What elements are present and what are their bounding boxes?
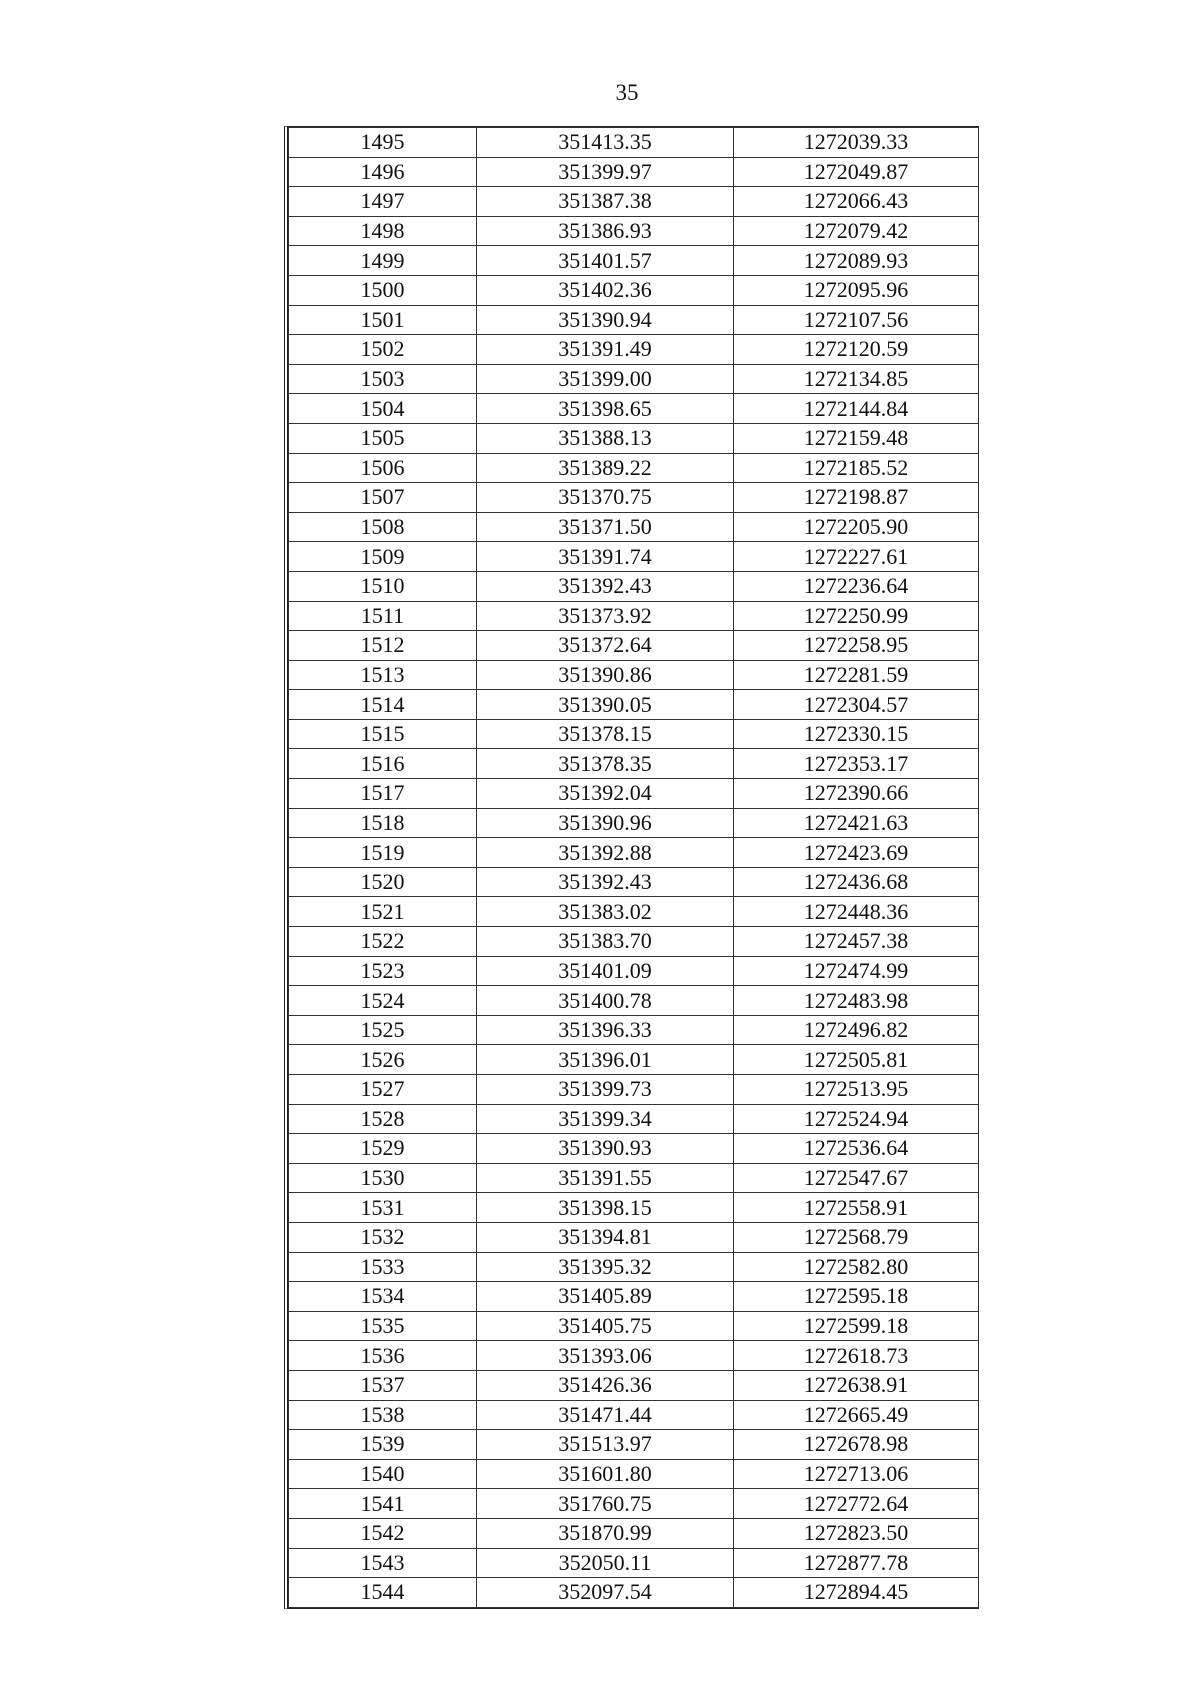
point-number-cell: 1542 bbox=[289, 1518, 477, 1548]
point-number-cell: 1495 bbox=[289, 128, 477, 158]
x-coordinate-cell: 351392.43 bbox=[477, 867, 734, 897]
y-coordinate-cell: 1272330.15 bbox=[734, 719, 979, 749]
y-coordinate-cell: 1272568.79 bbox=[734, 1222, 979, 1252]
x-coordinate-cell: 351392.88 bbox=[477, 838, 734, 868]
y-coordinate-cell: 1272536.64 bbox=[734, 1134, 979, 1164]
table-row bbox=[289, 779, 979, 809]
y-coordinate-cell: 1272496.82 bbox=[734, 1015, 979, 1045]
x-coordinate-cell: 351399.00 bbox=[477, 364, 734, 394]
table-row bbox=[289, 838, 979, 868]
x-coordinate-cell: 351389.22 bbox=[477, 453, 734, 483]
table-row bbox=[289, 1045, 979, 1075]
y-coordinate-cell: 1272423.69 bbox=[734, 838, 979, 868]
y-coordinate-cell: 1272483.98 bbox=[734, 986, 979, 1016]
table-row bbox=[289, 1459, 979, 1489]
y-coordinate-cell: 1272474.99 bbox=[734, 956, 979, 986]
x-coordinate-cell: 351401.57 bbox=[477, 246, 734, 276]
table-row bbox=[289, 808, 979, 838]
x-coordinate-cell: 351378.35 bbox=[477, 749, 734, 779]
x-coordinate-cell: 351378.15 bbox=[477, 719, 734, 749]
table-row bbox=[289, 1341, 979, 1371]
point-number-cell: 1501 bbox=[289, 305, 477, 335]
x-coordinate-cell: 351393.06 bbox=[477, 1341, 734, 1371]
y-coordinate-cell: 1272095.96 bbox=[734, 275, 979, 305]
table-row bbox=[289, 867, 979, 897]
y-coordinate-cell: 1272436.68 bbox=[734, 867, 979, 897]
page-number: 35 bbox=[615, 80, 639, 105]
point-number-cell: 1510 bbox=[289, 571, 477, 601]
point-number-cell: 1523 bbox=[289, 956, 477, 986]
x-coordinate-cell: 351399.34 bbox=[477, 1104, 734, 1134]
x-coordinate-cell: 351399.73 bbox=[477, 1075, 734, 1105]
point-number-cell: 1505 bbox=[289, 423, 477, 453]
x-coordinate-cell: 351386.93 bbox=[477, 216, 734, 246]
table-row bbox=[289, 631, 979, 661]
table-row bbox=[289, 601, 979, 631]
y-coordinate-cell: 1272595.18 bbox=[734, 1282, 979, 1312]
point-number-cell: 1511 bbox=[289, 601, 477, 631]
table-row bbox=[289, 128, 979, 158]
table-row bbox=[289, 1104, 979, 1134]
table-row bbox=[289, 956, 979, 986]
y-coordinate-cell: 1272390.66 bbox=[734, 779, 979, 809]
point-number-cell: 1517 bbox=[289, 779, 477, 809]
table-row bbox=[289, 512, 979, 542]
y-coordinate-cell: 1272421.63 bbox=[734, 808, 979, 838]
x-coordinate-cell: 351390.94 bbox=[477, 305, 734, 335]
y-coordinate-cell: 1272894.45 bbox=[734, 1578, 979, 1608]
point-number-cell: 1507 bbox=[289, 483, 477, 513]
point-number-cell: 1496 bbox=[289, 157, 477, 187]
x-coordinate-cell: 352050.11 bbox=[477, 1548, 734, 1578]
y-coordinate-cell: 1272079.42 bbox=[734, 216, 979, 246]
y-coordinate-cell: 1272039.33 bbox=[734, 128, 979, 158]
point-number-cell: 1499 bbox=[289, 246, 477, 276]
y-coordinate-cell: 1272205.90 bbox=[734, 512, 979, 542]
x-coordinate-cell: 351401.09 bbox=[477, 956, 734, 986]
table-row bbox=[289, 1548, 979, 1578]
point-number-cell: 1534 bbox=[289, 1282, 477, 1312]
point-number-cell: 1536 bbox=[289, 1341, 477, 1371]
table-row bbox=[289, 1134, 979, 1164]
x-coordinate-cell: 351390.96 bbox=[477, 808, 734, 838]
y-coordinate-cell: 1272638.91 bbox=[734, 1370, 979, 1400]
x-coordinate-cell: 351370.75 bbox=[477, 483, 734, 513]
table-row bbox=[289, 483, 979, 513]
table-row bbox=[289, 897, 979, 927]
table-row bbox=[289, 1370, 979, 1400]
y-coordinate-cell: 1272258.95 bbox=[734, 631, 979, 661]
table-row bbox=[289, 216, 979, 246]
point-number-cell: 1533 bbox=[289, 1252, 477, 1282]
y-coordinate-cell: 1272877.78 bbox=[734, 1548, 979, 1578]
x-coordinate-cell: 351413.35 bbox=[477, 128, 734, 158]
y-coordinate-cell: 1272353.17 bbox=[734, 749, 979, 779]
table-row bbox=[289, 394, 979, 424]
point-number-cell: 1524 bbox=[289, 986, 477, 1016]
table-row bbox=[289, 1015, 979, 1045]
point-number-cell: 1535 bbox=[289, 1311, 477, 1341]
y-coordinate-cell: 1272144.84 bbox=[734, 394, 979, 424]
point-number-cell: 1519 bbox=[289, 838, 477, 868]
table-row bbox=[289, 305, 979, 335]
y-coordinate-cell: 1272281.59 bbox=[734, 660, 979, 690]
table-row bbox=[289, 335, 979, 365]
y-coordinate-cell: 1272066.43 bbox=[734, 187, 979, 217]
point-number-cell: 1516 bbox=[289, 749, 477, 779]
y-coordinate-cell: 1272823.50 bbox=[734, 1518, 979, 1548]
y-coordinate-cell: 1272159.48 bbox=[734, 423, 979, 453]
y-coordinate-cell: 1272558.91 bbox=[734, 1193, 979, 1223]
point-number-cell: 1506 bbox=[289, 453, 477, 483]
point-number-cell: 1537 bbox=[289, 1370, 477, 1400]
x-coordinate-cell: 351394.81 bbox=[477, 1222, 734, 1252]
point-number-cell: 1543 bbox=[289, 1548, 477, 1578]
table-row bbox=[289, 1163, 979, 1193]
table-row bbox=[289, 660, 979, 690]
point-number-cell: 1508 bbox=[289, 512, 477, 542]
table-row bbox=[289, 157, 979, 187]
table-row bbox=[289, 986, 979, 1016]
point-number-cell: 1541 bbox=[289, 1489, 477, 1519]
point-number-cell: 1512 bbox=[289, 631, 477, 661]
y-coordinate-cell: 1272448.36 bbox=[734, 897, 979, 927]
table-row bbox=[289, 1430, 979, 1460]
x-coordinate-cell: 351396.33 bbox=[477, 1015, 734, 1045]
y-coordinate-cell: 1272505.81 bbox=[734, 1045, 979, 1075]
point-number-cell: 1525 bbox=[289, 1015, 477, 1045]
x-coordinate-cell: 351391.55 bbox=[477, 1163, 734, 1193]
point-number-cell: 1529 bbox=[289, 1134, 477, 1164]
y-coordinate-cell: 1272547.67 bbox=[734, 1163, 979, 1193]
table-row bbox=[289, 1075, 979, 1105]
x-coordinate-cell: 351391.49 bbox=[477, 335, 734, 365]
y-coordinate-cell: 1272134.85 bbox=[734, 364, 979, 394]
x-coordinate-cell: 351372.64 bbox=[477, 631, 734, 661]
table-body bbox=[289, 128, 979, 1608]
point-number-cell: 1504 bbox=[289, 394, 477, 424]
x-coordinate-cell: 351426.36 bbox=[477, 1370, 734, 1400]
table-row bbox=[289, 1311, 979, 1341]
point-number-cell: 1498 bbox=[289, 216, 477, 246]
table-row bbox=[289, 1489, 979, 1519]
x-coordinate-cell: 351395.32 bbox=[477, 1252, 734, 1282]
y-coordinate-cell: 1272107.56 bbox=[734, 305, 979, 335]
point-number-cell: 1500 bbox=[289, 275, 477, 305]
table-row bbox=[289, 1282, 979, 1312]
x-coordinate-cell: 351388.13 bbox=[477, 423, 734, 453]
table-row bbox=[289, 1400, 979, 1430]
point-number-cell: 1502 bbox=[289, 335, 477, 365]
point-number-cell: 1521 bbox=[289, 897, 477, 927]
x-coordinate-cell: 351405.89 bbox=[477, 1282, 734, 1312]
y-coordinate-cell: 1272713.06 bbox=[734, 1459, 979, 1489]
table-row bbox=[289, 571, 979, 601]
x-coordinate-cell: 351383.70 bbox=[477, 927, 734, 957]
table-row bbox=[289, 542, 979, 572]
x-coordinate-cell: 351390.05 bbox=[477, 690, 734, 720]
table-row bbox=[289, 719, 979, 749]
coordinates-table bbox=[284, 126, 979, 1609]
x-coordinate-cell: 351391.74 bbox=[477, 542, 734, 572]
point-number-cell: 1531 bbox=[289, 1193, 477, 1223]
y-coordinate-cell: 1272250.99 bbox=[734, 601, 979, 631]
x-coordinate-cell: 351513.97 bbox=[477, 1430, 734, 1460]
x-coordinate-cell: 351392.04 bbox=[477, 779, 734, 809]
point-number-cell: 1538 bbox=[289, 1400, 477, 1430]
y-coordinate-cell: 1272198.87 bbox=[734, 483, 979, 513]
y-coordinate-cell: 1272678.98 bbox=[734, 1430, 979, 1460]
table-row bbox=[289, 1518, 979, 1548]
point-number-cell: 1503 bbox=[289, 364, 477, 394]
point-number-cell: 1515 bbox=[289, 719, 477, 749]
point-number-cell: 1540 bbox=[289, 1459, 477, 1489]
x-coordinate-cell: 351383.02 bbox=[477, 897, 734, 927]
x-coordinate-cell: 351371.50 bbox=[477, 512, 734, 542]
point-number-cell: 1528 bbox=[289, 1104, 477, 1134]
x-coordinate-cell: 351390.93 bbox=[477, 1134, 734, 1164]
point-number-cell: 1530 bbox=[289, 1163, 477, 1193]
x-coordinate-cell: 351471.44 bbox=[477, 1400, 734, 1430]
y-coordinate-cell: 1272772.64 bbox=[734, 1489, 979, 1519]
y-coordinate-cell: 1272665.49 bbox=[734, 1400, 979, 1430]
point-number-cell: 1514 bbox=[289, 690, 477, 720]
x-coordinate-cell: 351400.78 bbox=[477, 986, 734, 1016]
point-number-cell: 1544 bbox=[289, 1578, 477, 1608]
point-number-cell: 1513 bbox=[289, 660, 477, 690]
point-number-cell: 1520 bbox=[289, 867, 477, 897]
x-coordinate-cell: 351387.38 bbox=[477, 187, 734, 217]
table-row bbox=[289, 453, 979, 483]
x-coordinate-cell: 351398.15 bbox=[477, 1193, 734, 1223]
point-number-cell: 1527 bbox=[289, 1075, 477, 1105]
table-row bbox=[289, 749, 979, 779]
point-number-cell: 1526 bbox=[289, 1045, 477, 1075]
y-coordinate-cell: 1272582.80 bbox=[734, 1252, 979, 1282]
table-row bbox=[289, 1252, 979, 1282]
x-coordinate-cell: 351392.43 bbox=[477, 571, 734, 601]
y-coordinate-cell: 1272185.52 bbox=[734, 453, 979, 483]
y-coordinate-cell: 1272599.18 bbox=[734, 1311, 979, 1341]
x-coordinate-cell: 351760.75 bbox=[477, 1489, 734, 1519]
y-coordinate-cell: 1272089.93 bbox=[734, 246, 979, 276]
y-coordinate-cell: 1272304.57 bbox=[734, 690, 979, 720]
y-coordinate-cell: 1272618.73 bbox=[734, 1341, 979, 1371]
point-number-cell: 1509 bbox=[289, 542, 477, 572]
table-row bbox=[289, 927, 979, 957]
x-coordinate-cell: 351870.99 bbox=[477, 1518, 734, 1548]
table-row bbox=[289, 364, 979, 394]
table-row bbox=[289, 1193, 979, 1223]
y-coordinate-cell: 1272236.64 bbox=[734, 571, 979, 601]
x-coordinate-cell: 351396.01 bbox=[477, 1045, 734, 1075]
table-row bbox=[289, 275, 979, 305]
x-coordinate-cell: 351398.65 bbox=[477, 394, 734, 424]
y-coordinate-cell: 1272049.87 bbox=[734, 157, 979, 187]
table-row bbox=[289, 187, 979, 217]
point-number-cell: 1522 bbox=[289, 927, 477, 957]
table-row bbox=[289, 690, 979, 720]
x-coordinate-cell: 351601.80 bbox=[477, 1459, 734, 1489]
point-number-cell: 1518 bbox=[289, 808, 477, 838]
x-coordinate-cell: 352097.54 bbox=[477, 1578, 734, 1608]
y-coordinate-cell: 1272457.38 bbox=[734, 927, 979, 957]
y-coordinate-cell: 1272120.59 bbox=[734, 335, 979, 365]
x-coordinate-cell: 351402.36 bbox=[477, 275, 734, 305]
y-coordinate-cell: 1272227.61 bbox=[734, 542, 979, 572]
x-coordinate-cell: 351390.86 bbox=[477, 660, 734, 690]
y-coordinate-cell: 1272513.95 bbox=[734, 1075, 979, 1105]
table-row bbox=[289, 1222, 979, 1252]
point-number-cell: 1539 bbox=[289, 1430, 477, 1460]
x-coordinate-cell: 351405.75 bbox=[477, 1311, 734, 1341]
table-row bbox=[289, 1578, 979, 1608]
y-coordinate-cell: 1272524.94 bbox=[734, 1104, 979, 1134]
x-coordinate-cell: 351399.97 bbox=[477, 157, 734, 187]
table-row bbox=[289, 246, 979, 276]
point-number-cell: 1497 bbox=[289, 187, 477, 217]
point-number-cell: 1532 bbox=[289, 1222, 477, 1252]
x-coordinate-cell: 351373.92 bbox=[477, 601, 734, 631]
table-row bbox=[289, 423, 979, 453]
